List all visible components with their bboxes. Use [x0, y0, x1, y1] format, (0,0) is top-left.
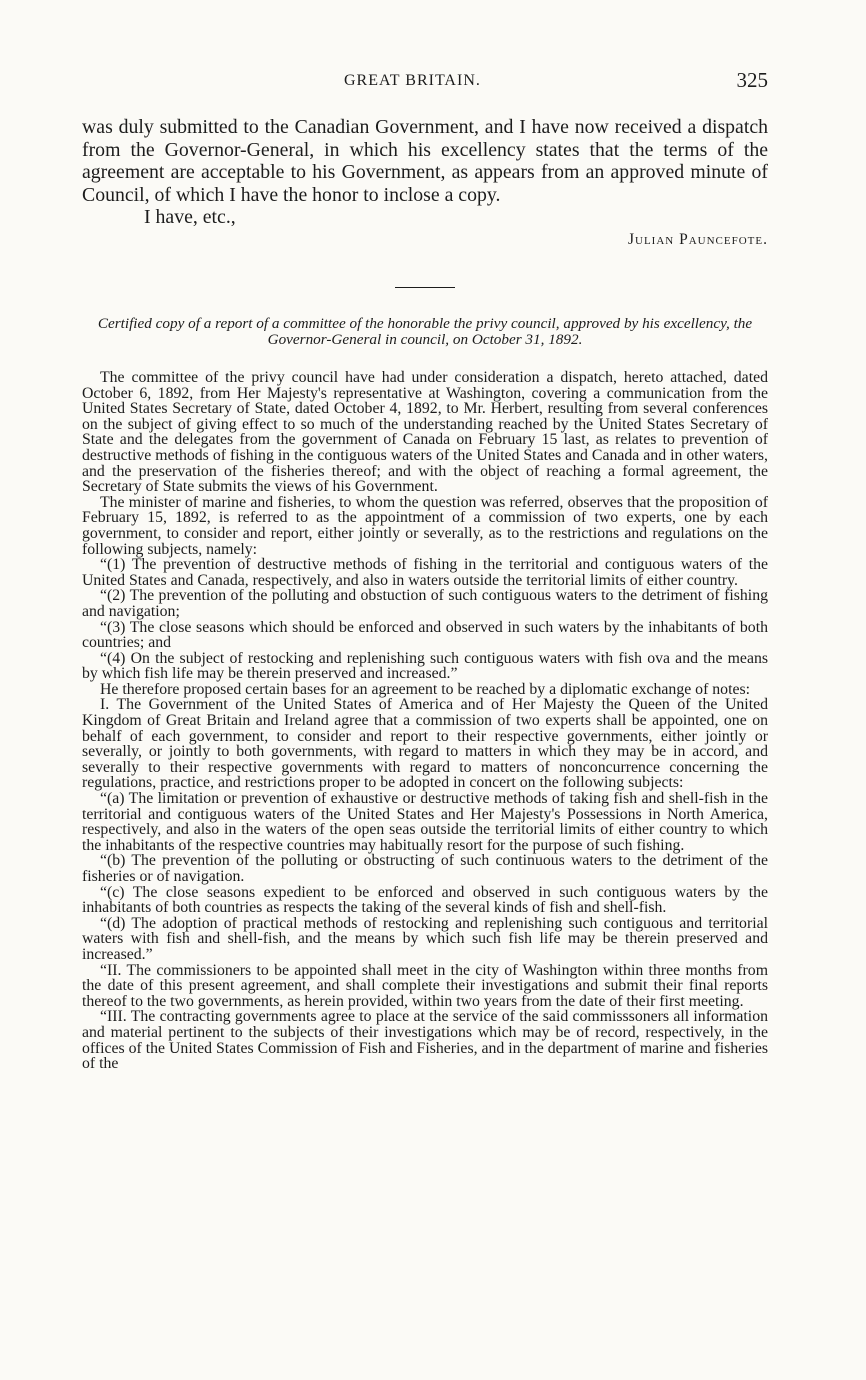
running-head: GREAT BRITAIN.: [344, 72, 481, 89]
report-paragraph: “III. The contracting governments agree to place at the service of the said commisssoners all information and material pertinent to the subjects of their investigations which may be of record, respectively, in the offices of the United States Commission of Fish and Fisheries, and in the department of marine and fisheries of the: [82, 1008, 768, 1073]
report-paragraph: “(d) The adoption of practical methods of restocking and replenishing such contiguous and territorial waters with fish and shell-fish, and the means by which such fish life may be therein preserved and increased.”: [82, 914, 768, 963]
report-caption: Certified copy of a report of a committee of the honorable the privy council, approved by his excellency, the Governor-General in council, on October 31, 1892.: [97, 315, 753, 348]
report-paragraph: “(b) The prevention of the polluting or obstructing of such continuous waters to the detriment of the fisheries or of navigation.: [82, 852, 768, 885]
report-paragraph: “(2) The prevention of the polluting and obstuction of such contiguous waters to the detriment of fishing and navigation;: [82, 587, 768, 620]
letter-body: was duly submitted to the Canadian Government, and I have now received a dispatch from the Governor-General, in which his excellency states that the terms of the agreement are acceptable to his Government, as appears from an approved minute of Council, of which I have the honor to inclose a copy.: [82, 116, 768, 206]
report-paragraph: “(3) The close seasons which should be enforced and observed in such waters by the inhabitants of both countries; and: [82, 618, 768, 652]
report-paragraph: The committee of the privy council have had under consideration a dispatch, hereto attached, dated October 6, 1892, from Her Majesty's representative at Washington, covering a communication from the United States Secretary of State, dated October 4, 1892, to Mr. Herbert, resulting from several conferences on the subject of giving effect to so much of the understanding reached by the United States Secretary of State and the delegates from the government of Canada on February 15 last, as relates to prevention of destructive methods of fishing in the contiguous waters of the United States and Canada and in other waters, and the preservation of the fisheries thereof; and with the object of reaching a formal agreement, the Secretary of State submits the views of his Government.: [82, 369, 768, 496]
letter-signature: Julian Pauncefote.: [627, 230, 768, 248]
report-paragraph: He therefore proposed certain bases for an agreement to be reached by a diplomatic exchange of notes:: [100, 680, 751, 698]
letter-closing: I have, etc.,: [144, 206, 236, 228]
report-body: [82, 370, 768, 1072]
report-paragraph: “(a) The limitation or prevention of exhaustive or destructive methods of taking fish and shell-fish in the territorial and contiguous waters of the United States and Her Majesty's Possessions in North America, respectively, and also in the waters of the open seas outside the territorial limits of either country to which the inhabitants of the respective countries may habitually resort for the purpose of such fishing.: [82, 790, 768, 854]
report-paragraph: The minister of marine and fisheries, to whom the question was referred, observes that the proposition of February 15, 1892, is referred to as the appointment of a commission of two experts, one by each government, to consider and report, either jointly or severally, as to the restrictions and regulations on the following subjects, namely:: [82, 493, 768, 558]
report-paragraph: “(1) The prevention of destructive methods of fishing in the territorial and contiguous waters of the United States and Canada, respectively, and also in waters outside the territorial limits of either country.: [82, 556, 768, 589]
section-divider: [395, 287, 455, 288]
report-paragraph: “II. The commissioners to be appointed shall meet in the city of Washington within three months from the date of this present agreement, and shall complete their investigations and submit their final reports thereof to the two governments, as herein provided, within two years from the date of their first meeting.: [82, 961, 768, 1010]
page-number: 325: [736, 68, 768, 92]
report-paragraph: “(4) On the subject of restocking and replenishing such contiguous waters with fish ova and the means by which fish life may be therein preserved and increased.”: [82, 649, 768, 683]
report-paragraph: “(c) The close seasons expedient to be enforced and observed in such contiguous waters by the inhabitants of both countries as respects the taking of the several kinds of fish and shell-fish.: [82, 883, 768, 917]
page-header: [82, 68, 768, 98]
letter-section: [82, 116, 768, 251]
report-paragraph: I. The Government of the United States of America and of Her Majesty the Queen of the United Kingdom of Great Britain and Ireland agree that a commission of two experts shall be appointed, one on behalf of each government, to consider and report to their respective governments, either jointly or severally, or jointly to both governments, with regard to matters in which they may be in accord, and severally to their respective governments with regard to matters of nonconcurrence concerning the regulations, practice, and restrictions proper to be adopted in concert on the following subjects:: [82, 696, 768, 792]
